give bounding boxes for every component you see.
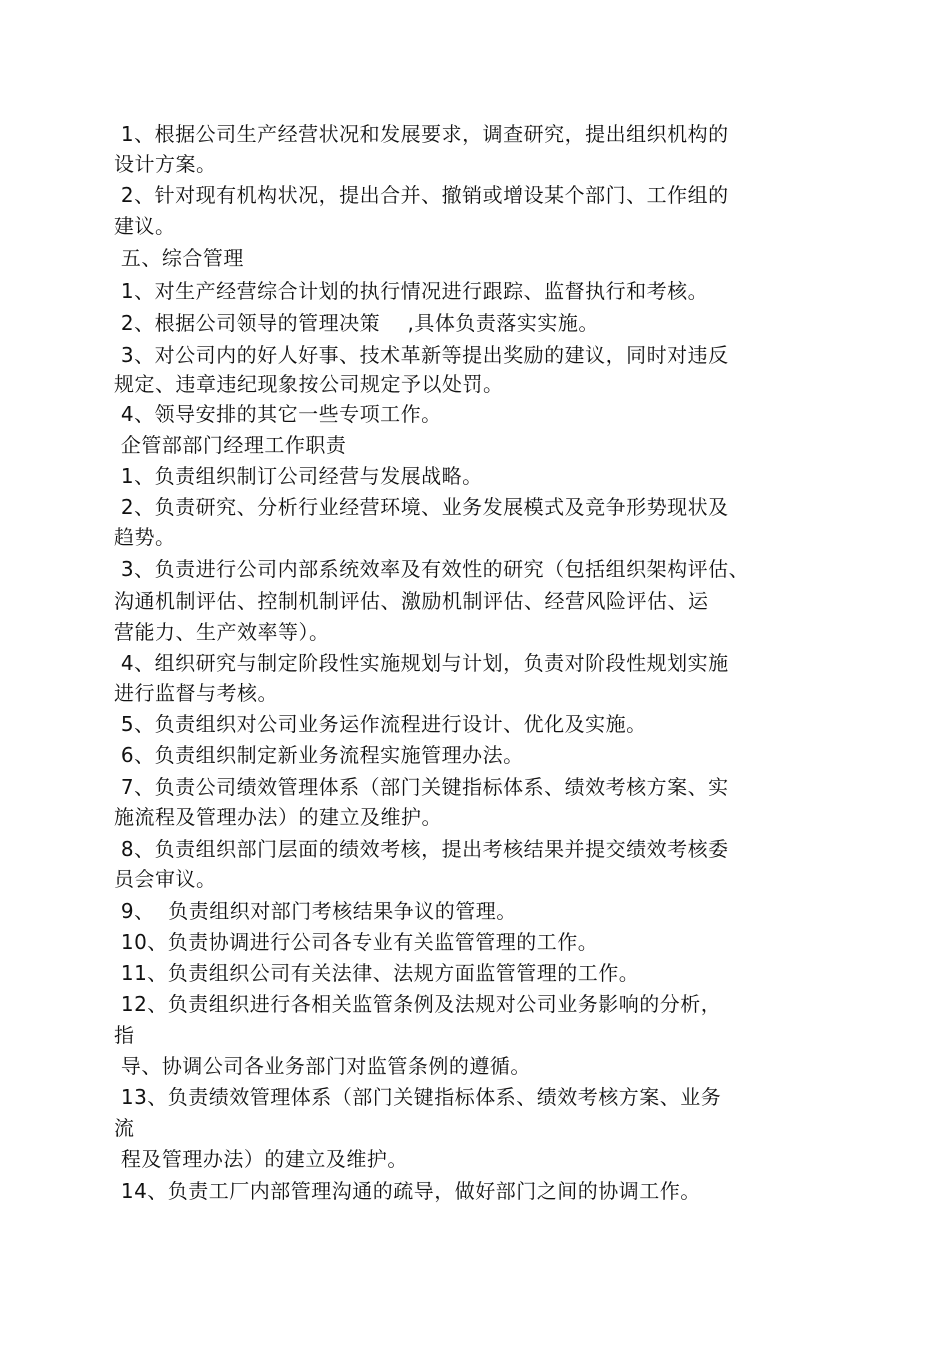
text-line: 流 xyxy=(114,1116,135,1140)
text-line: 设计方案。 xyxy=(114,152,217,176)
text-line: 导、协调公司各业务部门对监管条例的遵循。 xyxy=(114,1054,531,1078)
text-line: 6、负责组织制定新业务流程实施管理办法。 xyxy=(114,743,524,767)
text-line: 指 xyxy=(114,1023,135,1047)
text-line: 1、根据公司生产经营状况和发展要求，调查研究，提出组织机构的 xyxy=(114,122,729,146)
text-line: 2、根据公司领导的管理决策 ,具体负责落实实施。 xyxy=(114,311,599,335)
text-line: 9、 负责组织对部门考核结果争议的管理。 xyxy=(114,899,517,923)
text-line: 进行监督与考核。 xyxy=(114,681,278,705)
text-line: 4、组织研究与制定阶段性实施规划与计划，负责对阶段性规划实施 xyxy=(114,651,729,675)
text-line: 1、对生产经营综合计划的执行情况进行跟踪、监督执行和考核。 xyxy=(114,279,709,303)
text-line: 趋势。 xyxy=(114,525,176,549)
text-line: 3、负责进行公司内部系统效率及有效性的研究（包括组织架构评估、 xyxy=(114,557,750,581)
text-line: 1、负责组织制订公司经营与发展战略。 xyxy=(114,464,483,488)
text-line: 7、负责公司绩效管理体系（部门关键指标体系、绩效考核方案、实 xyxy=(114,775,729,799)
section-heading: 五、综合管理 xyxy=(114,246,244,270)
text-line: 规定、违章违纪现象按公司规定予以处罚。 xyxy=(114,372,504,396)
text-line: 14、负责工厂内部管理沟通的疏导，做好部门之间的协调工作。 xyxy=(114,1179,701,1203)
text-line: 施流程及管理办法）的建立及维护。 xyxy=(114,805,442,829)
text-line: 11、负责组织公司有关法律、法规方面监管管理的工作。 xyxy=(114,961,640,985)
text-line: 4、领导安排的其它一些专项工作。 xyxy=(114,402,442,426)
text-line: 8、负责组织部门层面的绩效考核，提出考核结果并提交绩效考核委 xyxy=(114,837,729,861)
text-line: 13、负责绩效管理体系（部门关键指标体系、绩效考核方案、业务 xyxy=(114,1085,722,1109)
text-line: 3、对公司内的好人好事、技术革新等提出奖励的建议，同时对违反 xyxy=(114,343,729,367)
text-line: 2、针对现有机构状况，提出合并、撤销或增设某个部门、工作组的 xyxy=(114,183,729,207)
text-line: 沟通机制评估、控制机制评估、激励机制评估、经营风险评估、运 xyxy=(114,589,709,613)
text-line: 营能力、生产效率等）。 xyxy=(114,620,330,644)
section-heading: 企管部部门经理工作职责 xyxy=(114,433,347,457)
text-line: 12、负责组织进行各相关监管条例及法规对公司业务影响的分析， xyxy=(114,992,722,1016)
text-line: 5、负责组织对公司业务运作流程进行设计、优化及实施。 xyxy=(114,712,647,736)
text-line: 2、负责研究、分析行业经营环境、业务发展模式及竞争形势现状及 xyxy=(114,495,729,519)
text-line: 10、负责协调进行公司各专业有关监管管理的工作。 xyxy=(114,930,599,954)
text-line: 程及管理办法）的建立及维护。 xyxy=(114,1147,408,1171)
text-line: 建议。 xyxy=(114,214,176,238)
text-line: 员会审议。 xyxy=(114,867,217,891)
